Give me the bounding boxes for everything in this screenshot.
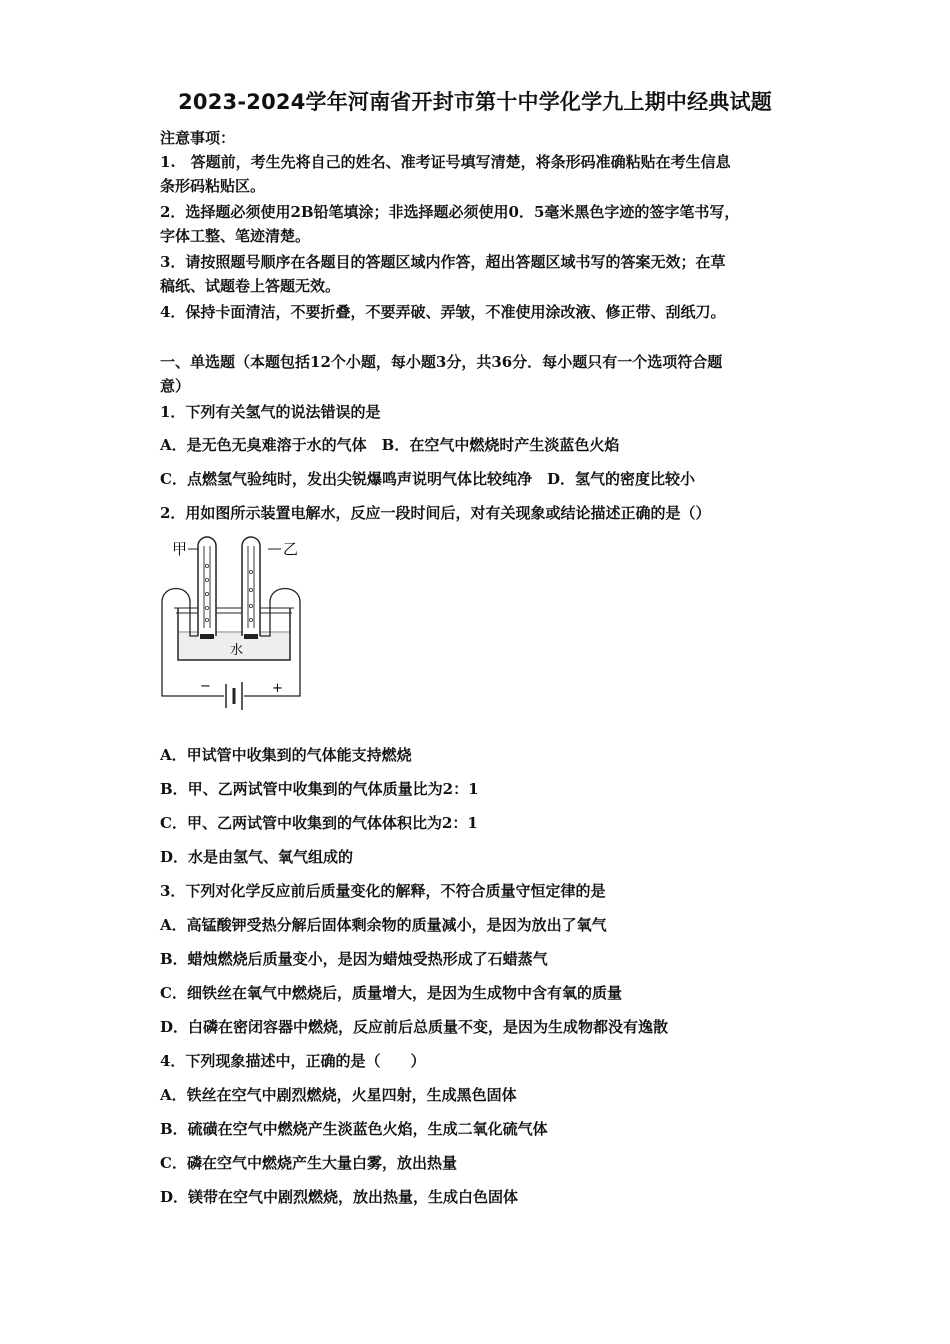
electrolysis-apparatus-diagram (160, 532, 310, 722)
q3-stem: 3．下列对化学反应前后质量变化的解释，不符合质量守恒定律的是 (160, 882, 606, 900)
q4-stem: 4．下列现象描述中，正确的是（ ） (160, 1052, 426, 1070)
label-water: 水 (230, 643, 244, 658)
q4-option-b: B．硫磺在空气中燃烧产生淡蓝色火焰，生成二氧化硫气体 (160, 1120, 548, 1138)
notice-item-1-line-1: 1. 答题前，考生先将自己的姓名、准考证号填写清楚，将条形码准确粘贴在考生信息 (160, 153, 731, 171)
notice-item-3-line-2: 稿纸、试题卷上答题无效。 (160, 277, 341, 295)
section-heading-line-2: 意） (160, 377, 191, 395)
q3-option-a: A．高锰酸钾受热分解后固体剩余物的质量减小，是因为放出了氧气 (160, 916, 607, 934)
notice-item-3-line-1: 3．请按照题号顺序在各题目的答题区域内作答，超出答题区域书写的答案无效；在草 (160, 253, 726, 271)
q3-option-b: B．蜡烛燃烧后质量变小，是因为蜡烛受热形成了石蜡蒸气 (160, 950, 548, 968)
q4-option-d: D．镁带在空气中剧烈燃烧，放出热量，生成白色固体 (160, 1188, 519, 1206)
q2-option-c: C．甲、乙两试管中收集到的气体体积比为2：1 (160, 814, 478, 832)
label-yi: 乙 (283, 540, 299, 558)
test-tube-yi (242, 537, 260, 636)
q1-options-row-2: C．点燃氢气验纯时，发出尖锐爆鸣声说明气体比较纯净 D．氢气的密度比较小 (160, 470, 695, 488)
notice-item-4: 4．保持卡面清洁，不要折叠，不要弄破、弄皱，不准使用涂改液、修正带、刮纸刀。 (160, 303, 726, 321)
q4-option-a: A．铁丝在空气中剧烈燃烧，火星四射，生成黑色固体 (160, 1086, 517, 1104)
label-jia: 甲 (172, 540, 188, 558)
notice-item-1-line-2: 条形码粘贴区。 (160, 177, 266, 195)
q3-option-c: C．细铁丝在氧气中燃烧后，质量增大，是因为生成物中含有氧的质量 (160, 984, 622, 1002)
q3-option-d: D．白磷在密闭容器中燃烧，反应前后总质量不变，是因为生成物都没有逸散 (160, 1018, 669, 1036)
notice-item-2-line-2: 字体工整、笔迹清楚。 (160, 227, 311, 245)
section-heading-line-1: 一、单选题（本题包括12个小题，每小题3分，共36分．每小题只有一个选项符合题 (160, 353, 723, 371)
q1-options-row-1: A．是无色无臭难溶于水的气体 B．在空气中燃烧时产生淡蓝色火焰 (160, 436, 620, 454)
electrode-yi (244, 634, 258, 639)
minus-sign: − (200, 679, 211, 694)
q2-option-a: A．甲试管中收集到的气体能支持燃烧 (160, 746, 412, 764)
notice-item-2-line-1: 2．选择题必须使用2B铅笔填涂；非选择题必须使用0．5毫米黑色字迹的签字笔书写， (160, 203, 740, 221)
electrode-jia (200, 634, 214, 639)
q2-option-d: D．水是由氢气、氧气组成的 (160, 848, 354, 866)
page-title: 2023-2024学年河南省开封市第十中学化学九上期中经典试题 (178, 90, 772, 114)
q1-stem: 1．下列有关氢气的说法错误的是 (160, 403, 381, 421)
q2-option-b: B．甲、乙两试管中收集到的气体质量比为2：1 (160, 780, 479, 798)
q2-stem: 2．用如图所示装置电解水，反应一段时间后，对有关现象或结论描述正确的是（） (160, 504, 711, 522)
notice-heading: 注意事项： (160, 129, 236, 147)
test-tube-jia (198, 537, 216, 636)
plus-sign: + (272, 681, 283, 696)
q4-option-c: C．磷在空气中燃烧产生大量白雾，放出热量 (160, 1154, 457, 1172)
